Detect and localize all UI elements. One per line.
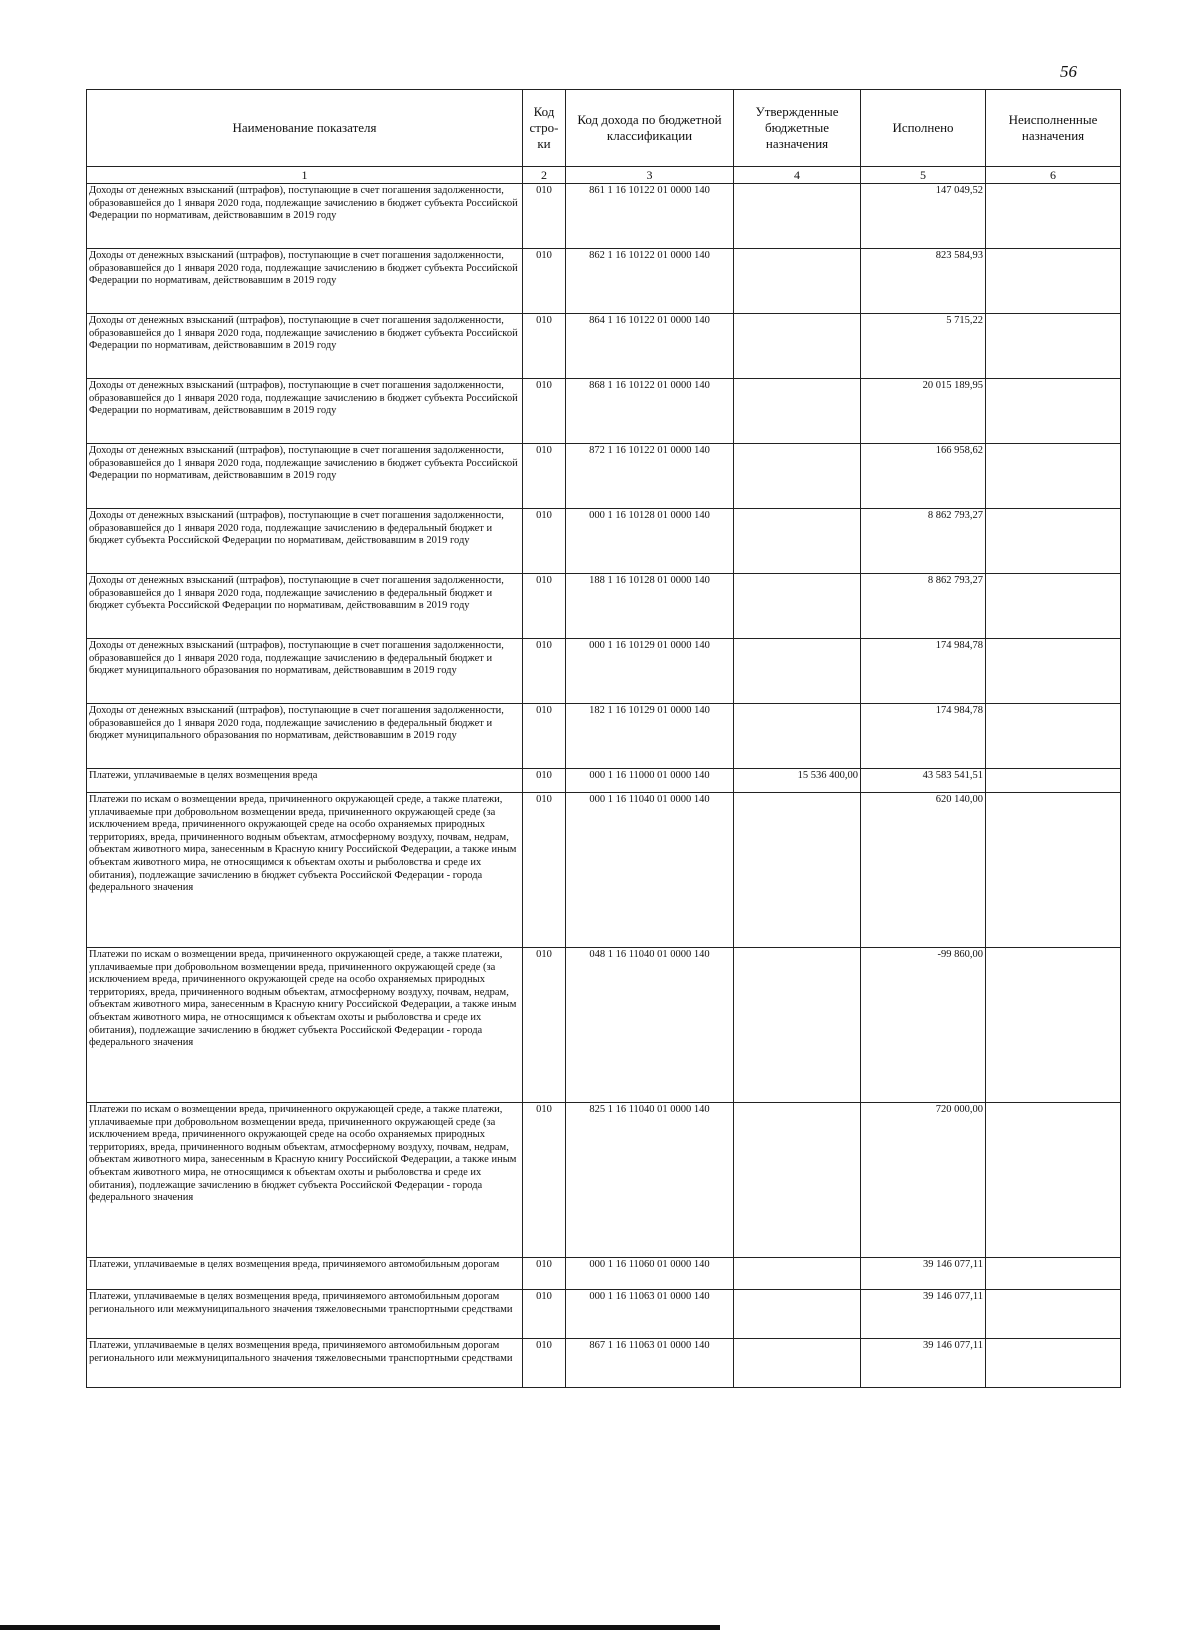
table-header-row [87,90,1121,167]
income-code-cell: 872 1 16 10122 01 0000 140 [566,444,734,509]
line-code-cell: 010 [523,1258,566,1290]
approved-amount-cell [734,1339,861,1388]
indicator-name-cell: Доходы от денежных взысканий (штрафов), поступающие в счет погашения задолженности, образовавшейся до 1 января 2020 года, подлежащие зачислению в бюджет субъекта Российской Федерации по нормативам, действовавшим в 2019 году [87,249,523,314]
indicator-name-cell: Платежи, уплачиваемые в целях возмещения вреда, причиняемого автомобильным дорогам регионального или межмуниципального значения тяжеловесными транспортными средствами [87,1290,523,1339]
executed-amount-cell: 8 862 793,27 [861,509,986,574]
indicator-name-cell: Платежи по искам о возмещении вреда, причиненного окружающей среде, а также платежи, уплачиваемые при добровольном возмещении вреда, причиненного окружающей среде (за исключением вреда, причиненного окружающей среде на особо охраняемых природных территориях, вреда, причиненного водным объектам, атмосферному воздуху, почвам, недрам, объектам животного мира, занесенным в Красную книгу Российской Федерации, а также иным объектам животного мира, не относящимся к объектам охоты и рыболовства и среде их обитания), подлежащие зачислению в бюджет субъекта Российской Федерации - города федерального значения [87,948,523,1103]
executed-amount-cell: 43 583 541,51 [861,769,986,793]
header-income-code: Код дохода по бюджетной классификации [566,90,734,167]
approved-amount-cell [734,704,861,769]
header-line-code: Код стро-ки [523,90,566,167]
line-code-cell: 010 [523,444,566,509]
executed-amount-cell: 147 049,52 [861,184,986,249]
executed-amount-cell: 620 140,00 [861,793,986,948]
line-code-cell: 010 [523,509,566,574]
table-row [87,574,1121,639]
column-number: 1 [87,167,523,184]
executed-amount-cell: 39 146 077,11 [861,1290,986,1339]
unexecuted-amount-cell [986,1258,1121,1290]
header-indicator-name: Наименование показателя [87,90,523,167]
approved-amount-cell [734,314,861,379]
table-row [87,314,1121,379]
unexecuted-amount-cell [986,379,1121,444]
unexecuted-amount-cell [986,1103,1121,1258]
executed-amount-cell: -99 860,00 [861,948,986,1103]
indicator-name-cell: Доходы от денежных взысканий (штрафов), поступающие в счет погашения задолженности, образовавшейся до 1 января 2020 года, подлежащие зачислению в бюджет субъекта Российской Федерации по нормативам, действовавшим в 2019 году [87,314,523,379]
indicator-name-cell: Платежи по искам о возмещении вреда, причиненного окружающей среде, а также платежи, уплачиваемые при добровольном возмещении вреда, причиненного окружающей среде (за исключением вреда, причиненного окружающей среде на особо охраняемых природных территориях, вреда, причиненного водным объектам, атмосферному воздуху, почвам, недрам, объектам животного мира, занесенным в Красную книгу Российской Федерации, а также иным объектам животного мира, не относящимся к объектам охоты и рыболовства и среде их обитания), подлежащие зачислению в бюджет субъекта Российской Федерации - города федерального значения [87,793,523,948]
line-code-cell: 010 [523,1339,566,1388]
income-code-cell: 000 1 16 11000 01 0000 140 [566,769,734,793]
income-code-cell: 000 1 16 11060 01 0000 140 [566,1258,734,1290]
executed-amount-cell: 720 000,00 [861,1103,986,1258]
unexecuted-amount-cell [986,1339,1121,1388]
line-code-cell: 010 [523,314,566,379]
approved-amount-cell [734,249,861,314]
income-code-cell: 864 1 16 10122 01 0000 140 [566,314,734,379]
income-code-cell: 867 1 16 11063 01 0000 140 [566,1339,734,1388]
approved-amount-cell [734,639,861,704]
scan-edge-bar [0,1625,720,1630]
indicator-name-cell: Доходы от денежных взысканий (штрафов), поступающие в счет погашения задолженности, образовавшейся до 1 января 2020 года, подлежащие зачислению в бюджет субъекта Российской Федерации по нормативам, действовавшим в 2019 году [87,184,523,249]
executed-amount-cell: 166 958,62 [861,444,986,509]
unexecuted-amount-cell [986,793,1121,948]
income-code-cell: 000 1 16 10128 01 0000 140 [566,509,734,574]
table-row [87,1290,1121,1339]
page-number: 56 [1060,62,1077,81]
income-code-cell: 868 1 16 10122 01 0000 140 [566,379,734,444]
column-number-row [87,167,1121,184]
approved-amount-cell [734,1103,861,1258]
executed-amount-cell: 39 146 077,11 [861,1339,986,1388]
table-row [87,1339,1121,1388]
indicator-name-cell: Платежи, уплачиваемые в целях возмещения вреда, причиняемого автомобильным дорогам [87,1258,523,1290]
indicator-name-cell: Доходы от денежных взысканий (штрафов), поступающие в счет погашения задолженности, образовавшейся до 1 января 2020 года, подлежащие зачислению в федеральный бюджет и бюджет субъекта Российской Федерации по нормативам, действовавшим в 2019 году [87,574,523,639]
approved-amount-cell [734,574,861,639]
line-code-cell: 010 [523,1290,566,1339]
header-approved: Утвержденные бюджетные назначения [734,90,861,167]
income-code-cell: 182 1 16 10129 01 0000 140 [566,704,734,769]
executed-amount-cell: 174 984,78 [861,704,986,769]
unexecuted-amount-cell [986,574,1121,639]
indicator-name-cell: Доходы от денежных взысканий (штрафов), поступающие в счет погашения задолженности, образовавшейся до 1 января 2020 года, подлежащие зачислению в бюджет субъекта Российской Федерации по нормативам, действовавшим в 2019 году [87,379,523,444]
unexecuted-amount-cell [986,444,1121,509]
indicator-name-cell: Платежи, уплачиваемые в целях возмещения вреда [87,769,523,793]
approved-amount-cell [734,184,861,249]
table-row [87,639,1121,704]
table-row [87,769,1121,793]
approved-amount-cell [734,793,861,948]
unexecuted-amount-cell [986,509,1121,574]
line-code-cell: 010 [523,1103,566,1258]
income-code-cell: 000 1 16 11063 01 0000 140 [566,1290,734,1339]
column-number: 4 [734,167,861,184]
line-code-cell: 010 [523,948,566,1103]
table-row [87,249,1121,314]
approved-amount-cell [734,509,861,574]
indicator-name-cell: Платежи, уплачиваемые в целях возмещения вреда, причиняемого автомобильным дорогам регионального или межмуниципального значения тяжеловесными транспортными средствами [87,1339,523,1388]
table-row [87,704,1121,769]
income-code-cell: 861 1 16 10122 01 0000 140 [566,184,734,249]
indicator-name-cell: Доходы от денежных взысканий (штрафов), поступающие в счет погашения задолженности, образовавшейся до 1 января 2020 года, подлежащие зачислению в федеральный бюджет и бюджет муниципального образования по нормативам, действовавшим в 2019 году [87,704,523,769]
line-code-cell: 010 [523,793,566,948]
header-unexecuted: Неисполненные назначения [986,90,1121,167]
table-row [87,184,1121,249]
approved-amount-cell [734,444,861,509]
unexecuted-amount-cell [986,948,1121,1103]
table-row [87,509,1121,574]
unexecuted-amount-cell [986,1290,1121,1339]
table-row [87,1103,1121,1258]
line-code-cell: 010 [523,249,566,314]
line-code-cell: 010 [523,379,566,444]
approved-amount-cell [734,379,861,444]
approved-amount-cell [734,1290,861,1339]
unexecuted-amount-cell [986,249,1121,314]
line-code-cell: 010 [523,184,566,249]
approved-amount-cell: 15 536 400,00 [734,769,861,793]
column-number: 6 [986,167,1121,184]
income-code-cell: 000 1 16 10129 01 0000 140 [566,639,734,704]
approved-amount-cell [734,948,861,1103]
budget-execution-table [86,89,1121,1388]
income-code-cell: 188 1 16 10128 01 0000 140 [566,574,734,639]
unexecuted-amount-cell [986,314,1121,379]
column-number: 3 [566,167,734,184]
table-row [87,793,1121,948]
column-number: 2 [523,167,566,184]
indicator-name-cell: Платежи по искам о возмещении вреда, причиненного окружающей среде, а также платежи, уплачиваемые при добровольном возмещении вреда, причиненного окружающей среде (за исключением вреда, причиненного окружающей среде на особо охраняемых природных территориях, вреда, причиненного водным объектам, атмосферному воздуху, почвам, недрам, объектам животного мира, занесенным в Красную книгу Российской Федерации, а также иным объектам животного мира, не относящимся к объектам охоты и рыболовства и среде их обитания), подлежащие зачислению в бюджет субъекта Российской Федерации - города федерального значения [87,1103,523,1258]
executed-amount-cell: 20 015 189,95 [861,379,986,444]
line-code-cell: 010 [523,769,566,793]
table-row [87,1258,1121,1290]
unexecuted-amount-cell [986,704,1121,769]
indicator-name-cell: Доходы от денежных взысканий (штрафов), поступающие в счет погашения задолженности, образовавшейся до 1 января 2020 года, подлежащие зачислению в бюджет субъекта Российской Федерации по нормативам, действовавшим в 2019 году [87,444,523,509]
executed-amount-cell: 8 862 793,27 [861,574,986,639]
income-code-cell: 048 1 16 11040 01 0000 140 [566,948,734,1103]
table-row [87,379,1121,444]
income-code-cell: 862 1 16 10122 01 0000 140 [566,249,734,314]
indicator-name-cell: Доходы от денежных взысканий (штрафов), поступающие в счет погашения задолженности, образовавшейся до 1 января 2020 года, подлежащие зачислению в федеральный бюджет и бюджет муниципального образования по нормативам, действовавшим в 2019 году [87,639,523,704]
unexecuted-amount-cell [986,639,1121,704]
line-code-cell: 010 [523,574,566,639]
executed-amount-cell: 5 715,22 [861,314,986,379]
line-code-cell: 010 [523,639,566,704]
executed-amount-cell: 39 146 077,11 [861,1258,986,1290]
line-code-cell: 010 [523,704,566,769]
executed-amount-cell: 174 984,78 [861,639,986,704]
column-number: 5 [861,167,986,184]
unexecuted-amount-cell [986,184,1121,249]
approved-amount-cell [734,1258,861,1290]
indicator-name-cell: Доходы от денежных взысканий (штрафов), поступающие в счет погашения задолженности, образовавшейся до 1 января 2020 года, подлежащие зачислению в федеральный бюджет и бюджет субъекта Российской Федерации по нормативам, действовавшим в 2019 году [87,509,523,574]
income-code-cell: 825 1 16 11040 01 0000 140 [566,1103,734,1258]
table-row [87,948,1121,1103]
income-code-cell: 000 1 16 11040 01 0000 140 [566,793,734,948]
executed-amount-cell: 823 584,93 [861,249,986,314]
table-row [87,444,1121,509]
header-executed: Исполнено [861,90,986,167]
unexecuted-amount-cell [986,769,1121,793]
